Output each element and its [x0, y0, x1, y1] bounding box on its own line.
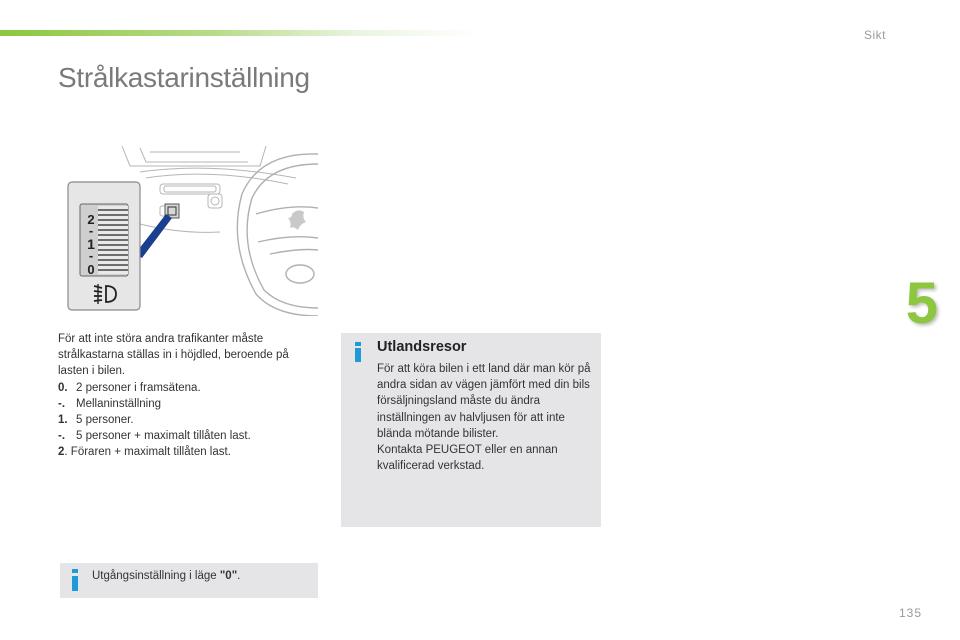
setting-label: 1.: [58, 414, 68, 427]
setting-row: [58, 412, 320, 428]
page-title: Strålkastarinställning: [58, 62, 310, 93]
note-text: [92, 570, 240, 582]
setting-text: . Föraren + maximalt tillåten last.: [64, 446, 231, 459]
note-suffix: .: [237, 570, 241, 582]
chapter-number: 5: [905, 271, 938, 336]
dashboard-drawing: [122, 146, 296, 232]
dial-label: 2: [87, 212, 95, 227]
setting-label: -.: [58, 430, 66, 443]
dial-label: -: [88, 223, 94, 238]
setting-label: 0.: [58, 381, 68, 394]
dial-label: 1: [87, 236, 95, 252]
intro-paragraph: För att inte störa andra trafikanter måste strålkastarna ställas in i höjdled, beroende på lasten i bilen.: [58, 333, 289, 378]
setting-text: Mellaninställning: [76, 397, 162, 410]
steering-wheel: [237, 154, 318, 316]
note-value: "0": [219, 570, 238, 582]
info-box: [341, 333, 601, 527]
setting-row: [58, 396, 320, 412]
info-box-title: Utlandsresor: [377, 339, 467, 355]
setting-label: 2: [58, 446, 65, 459]
setting-row: [58, 444, 320, 460]
setting-row: [58, 380, 320, 396]
peugeot-lion-logo: [288, 210, 306, 230]
note-box: [60, 563, 318, 598]
info-icon: [353, 342, 363, 362]
setting-text: 5 personer.: [76, 414, 134, 427]
note-text-body: Utgångsinställning i läge: [92, 570, 220, 582]
setting-row: [58, 428, 320, 444]
setting-text: 2 personer i framsätena.: [76, 381, 201, 394]
info-box-text: [377, 361, 595, 474]
info-paragraph: Kontakta PEUGEOT eller en annan kvalificerad verkstad.: [377, 444, 558, 473]
section-label: Sikt: [863, 28, 886, 42]
dial-label: -: [88, 248, 94, 263]
adjustment-wheel-panel: [68, 182, 140, 310]
setting-label: -.: [58, 397, 66, 410]
info-icon: [70, 569, 80, 591]
dial-label: 0: [87, 262, 95, 277]
info-paragraph: För att köra bilen i ett land där man kör på andra sidan av vägen jämfört med din bils försäljningsland måste du ändra inställningen av halvljusen för att inte blända mötande bilister.: [377, 363, 591, 440]
main-text: [58, 331, 320, 461]
top-accent-bar: [0, 30, 480, 36]
headlamp-adjustment-illustration: [60, 144, 318, 316]
setting-text: 5 personer + maximalt tillåten last.: [76, 430, 251, 443]
thumbwheel: [98, 206, 128, 274]
page-number: 135: [898, 606, 922, 620]
